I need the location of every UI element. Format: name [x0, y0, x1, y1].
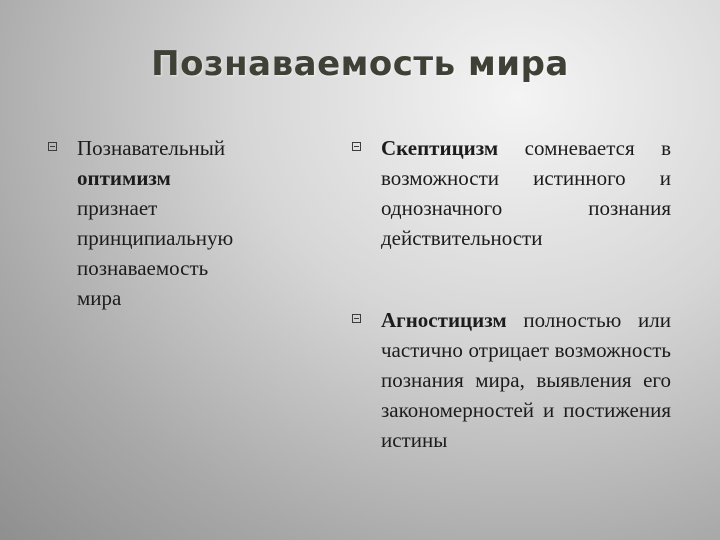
bullet-skepticism	[381, 133, 671, 253]
skepticism-term: Скептицизм	[381, 136, 499, 160]
bullet-marker-icon	[352, 142, 361, 151]
bullet-optimism	[77, 133, 307, 313]
optimism-line-3: признает	[77, 196, 158, 220]
bullet-marker-icon	[352, 314, 361, 323]
slide-title: Познаваемость мира	[151, 44, 569, 84]
optimism-term: оптимизм	[77, 166, 171, 190]
optimism-line-1: Познавательный	[77, 136, 226, 160]
optimism-line-4: принципиальную	[77, 226, 234, 250]
agnosticism-text: полностью или частично отрицает возможность познания мира, выявления его закономерностей и постижения истины	[381, 308, 671, 452]
optimism-line-6: мира	[77, 286, 122, 310]
agnosticism-term: Агностицизм	[381, 308, 507, 332]
optimism-line-5: познаваемость	[77, 256, 209, 280]
bullet-agnosticism	[381, 305, 671, 455]
bullet-marker-icon	[48, 142, 57, 151]
skepticism-text: сомневается в возможности истинного и однозначного познания действительности	[381, 136, 671, 250]
